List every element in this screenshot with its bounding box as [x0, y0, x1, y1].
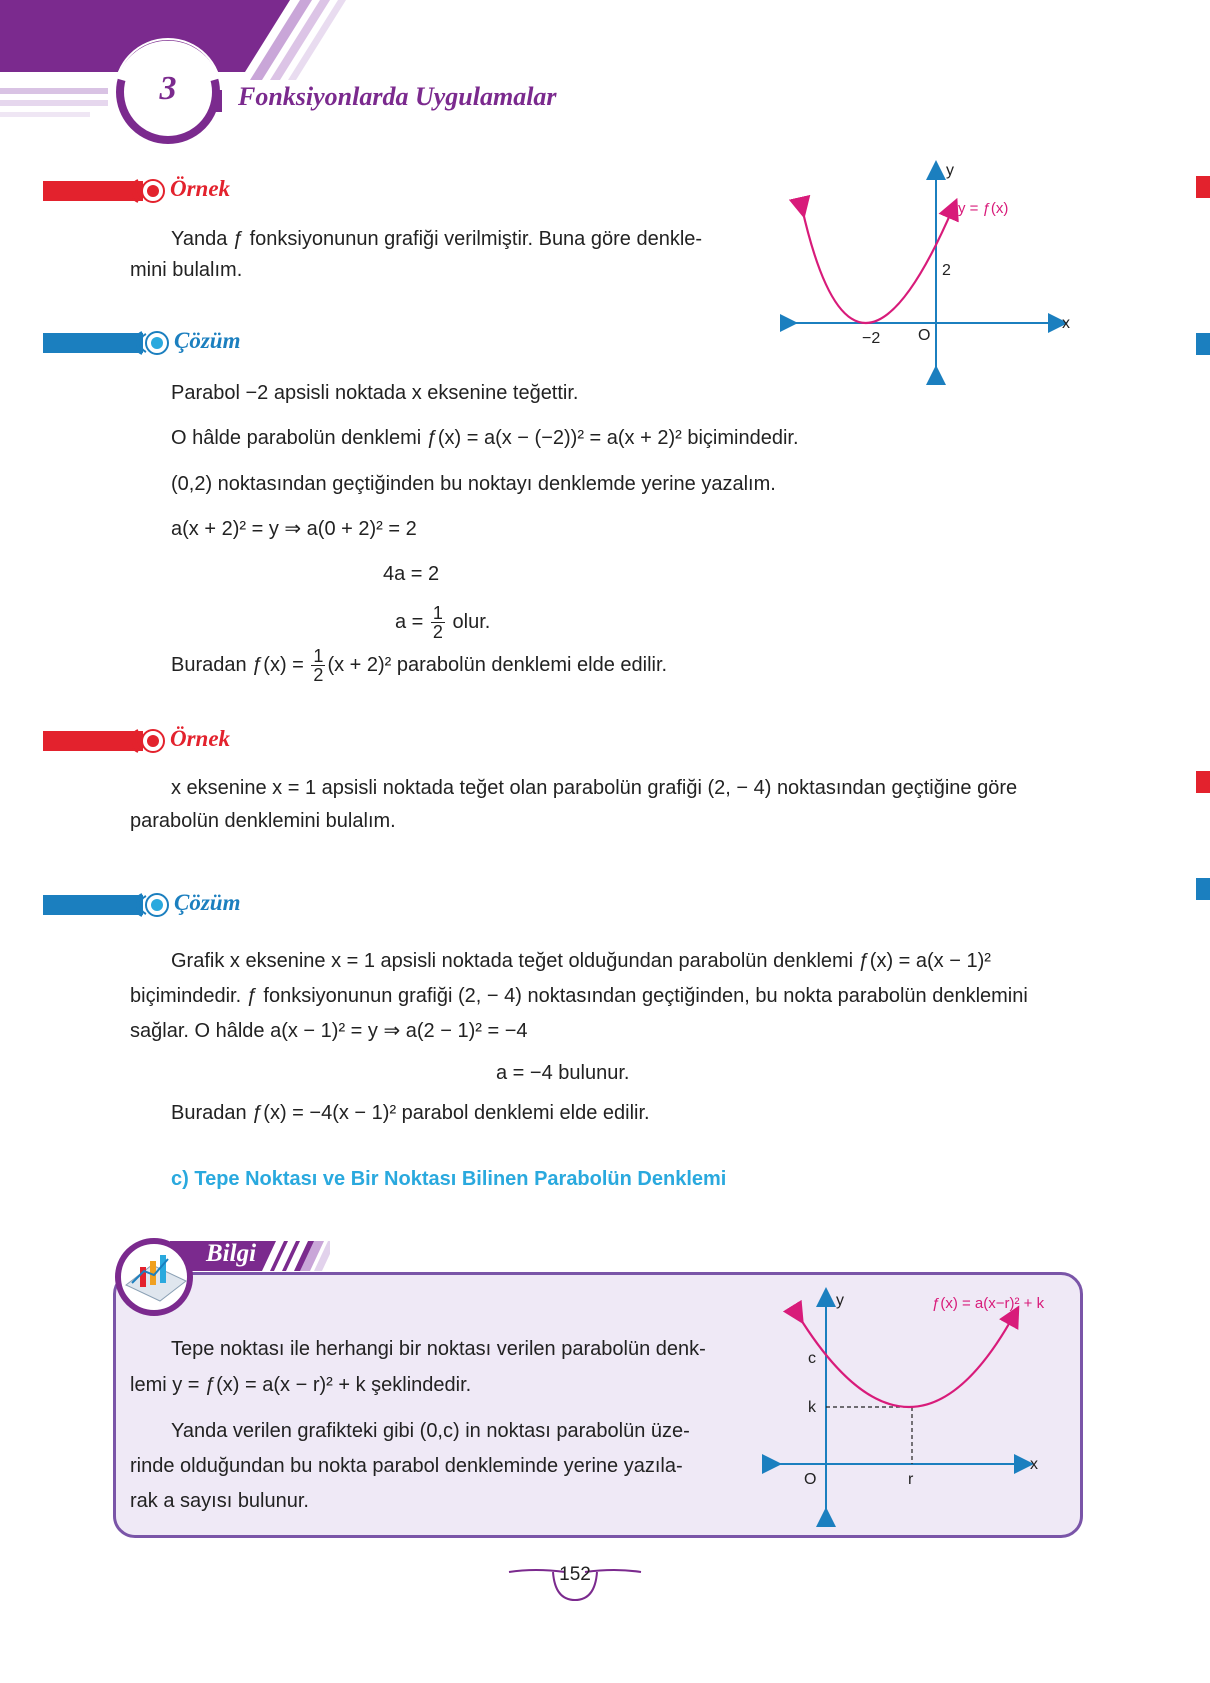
info-para2-line1: Yanda verilen grafikteki gibi (0,c) in noktası parabolün üze-: [171, 1420, 690, 1442]
solution2-line4: a = −4 bulunur.: [496, 1062, 630, 1084]
chapter-title: Fonksiyonlarda Uygulamalar: [238, 82, 557, 111]
target-icon: [132, 726, 166, 756]
info-para2-line2: rinde olduğundan bu nokta parabol denkleminde yerine yazıla-: [130, 1455, 683, 1477]
solution2-line1: Grafik x eksenine x = 1 apsisli noktada teğet olduğundan parabolün denklemi ƒ(x) = a(x − 1)²: [171, 950, 991, 972]
solution-bar: [43, 333, 143, 353]
x-axis-label: x: [1062, 315, 1070, 332]
example-bar: [43, 731, 143, 751]
r-label: r: [908, 1471, 914, 1488]
c-label: c: [808, 1350, 816, 1367]
y-intercept-label: 2: [942, 262, 951, 279]
page-number: 152: [559, 1564, 591, 1585]
vertex-x-label: −2: [862, 330, 881, 347]
target-icon: [136, 328, 170, 358]
eq-suffix: (x + 2)² parabolün denklemi elde edilir.: [327, 654, 668, 676]
eq-suffix: olur.: [452, 611, 491, 633]
solution1-line1: Parabol −2 apsisli noktada x eksenine teğettir.: [171, 382, 579, 404]
fraction-denominator: 2: [313, 665, 324, 686]
example1-text-line1: Yanda ƒ fonksiyonunun grafiği verilmiştir. Buna göre denkle-: [171, 228, 703, 250]
solution-label: Çözüm: [174, 328, 241, 353]
x-axis-label: x: [1030, 1456, 1038, 1473]
fraction-numerator: 1: [432, 603, 443, 624]
chapter-number: 3: [159, 70, 177, 107]
fraction: [311, 647, 325, 684]
subsection-title: c) Tepe Noktası ve Bir Noktası Bilinen Parabolün Denklemi: [171, 1168, 727, 1190]
solution2-line5: Buradan ƒ(x) = −4(x − 1)² parabol denklemi elde edilir.: [171, 1102, 650, 1124]
edge-tab-blue: [1196, 333, 1210, 355]
example-bar: [43, 181, 143, 201]
header-decoration: [0, 0, 560, 160]
solution1-line5: 4a = 2: [383, 563, 440, 585]
k-label: k: [808, 1399, 816, 1416]
eq-prefix: Buradan ƒ(x) =: [171, 654, 304, 676]
solution1-line6: [395, 598, 490, 646]
solution2-line3: sağlar. O hâlde a(x − 1)² = y ⇒ a(2 − 1)² = −4: [130, 1020, 528, 1042]
solution1-line4: a(x + 2)² = y ⇒ a(0 + 2)² = 2: [171, 518, 417, 540]
edge-tab-red: [1196, 771, 1210, 793]
eq-prefix: a =: [395, 611, 424, 633]
example1-text-line2: mini bulalım.: [130, 259, 243, 281]
solution-bar: [43, 895, 143, 915]
fraction-numerator: 1: [313, 646, 324, 667]
origin-label: O: [918, 327, 931, 344]
y-axis-label: y: [836, 1292, 844, 1309]
parabola-curve: [798, 1315, 1014, 1407]
example2-text-line2: parabolün denklemini bulalım.: [130, 810, 396, 832]
fraction: [431, 604, 445, 641]
target-icon: [136, 890, 170, 920]
curve-label: y = ƒ(x): [958, 200, 1009, 217]
example2-text-line1: x eksenine x = 1 apsisli noktada teğet olan parabolün grafiği (2, − 4) noktasından geçtiğine göre: [171, 777, 1018, 799]
info-para2-line3: rak a sayısı bulunur.: [130, 1490, 309, 1512]
solution1-line7: [171, 641, 667, 689]
info-para1-line1: Tepe noktası ile herhangi bir noktası verilen parabolün denk-: [171, 1338, 706, 1360]
example-label: Örnek: [170, 726, 231, 751]
target-icon: [132, 176, 166, 206]
example-label: Örnek: [170, 176, 231, 201]
edge-tab-blue: [1196, 878, 1210, 900]
solution2-line2: biçimindedir. ƒ fonksiyonunun grafiği (2, − 4) noktasından geçtiğinden, bu nokta parabolün denklemini: [130, 985, 1028, 1007]
graph-parabola-2: [760, 1285, 1080, 1530]
origin-label: O: [804, 1471, 817, 1488]
curve-label: ƒ(x) = a(x−r)² + k: [932, 1295, 1045, 1312]
fraction-denominator: 2: [432, 622, 443, 643]
info-label: Bilgi: [206, 1240, 257, 1267]
solution1-line3: (0,2) noktasından geçtiğinden bu noktayı denklemde yerine yazalım.: [171, 473, 776, 495]
solution-label: Çözüm: [174, 890, 241, 915]
graph-parabola-1: [780, 160, 1080, 390]
edge-tab-red: [1196, 176, 1210, 198]
info-para1-line2: lemi y = ƒ(x) = a(x − r)² + k şeklindedir.: [130, 1374, 472, 1396]
y-axis-label: y: [946, 162, 954, 179]
parabola-curve: [802, 208, 953, 323]
solution1-line2: O hâlde parabolün denklemi ƒ(x) = a(x − (−2))² = a(x + 2)² biçimindedir.: [171, 427, 799, 449]
